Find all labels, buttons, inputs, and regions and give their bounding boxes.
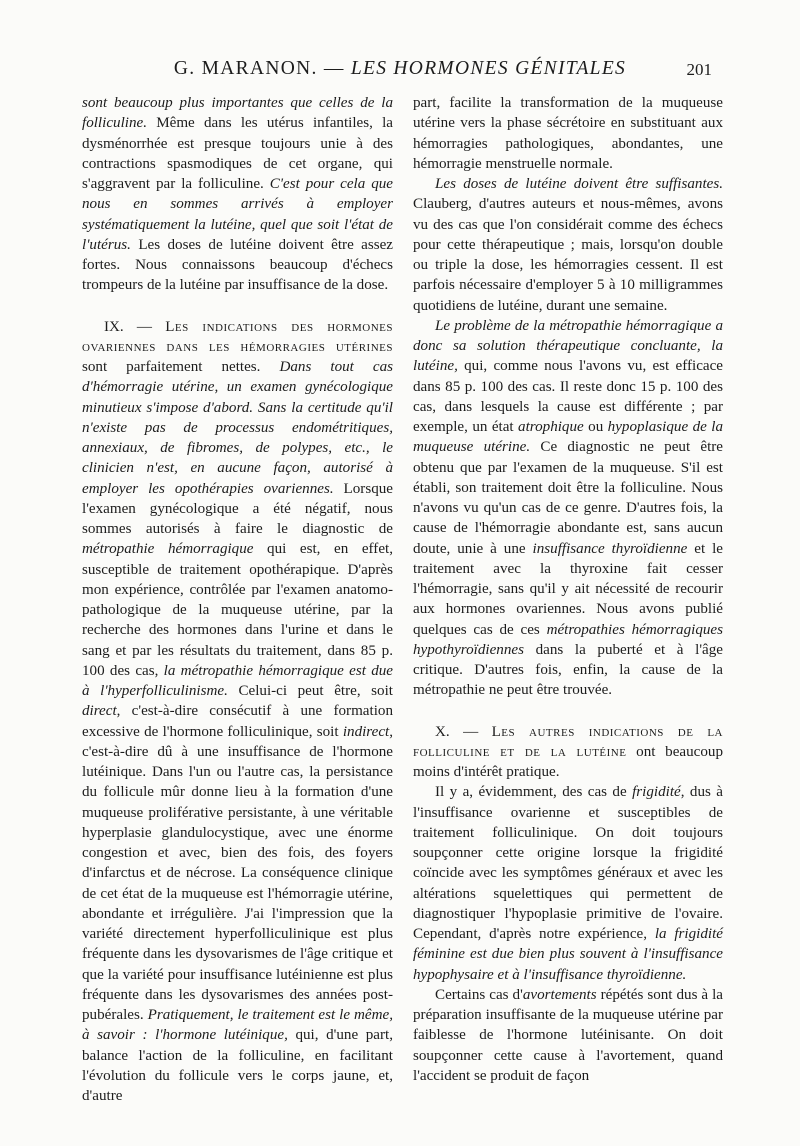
italic-run: Dans tout cas d'hémorragie utérine, un examen gynécologique minutieux s'impose d'abord. Sans la certitude qu'il n'existe pas de processus endométritiques, annexiaux, de fibromes, de polypes, etc., le clinicien n'est, en aucune façon, autorisé à employer les opothérapies ovariennes.	[82, 359, 393, 497]
left-column	[82, 93, 393, 1106]
text-run: IX. —	[104, 318, 166, 335]
header-title: LES HORMONES GÉNITALES	[350, 58, 627, 79]
italic-run: frigidité	[632, 784, 681, 801]
italic-run: la métropathie hémorragique est due à l'hyperfolliculinisme.	[82, 662, 393, 699]
header-author: G. MARANON.	[173, 58, 318, 79]
text-run: part, facilite la transformation de la muqueuse utérine vers la phase sécrétoire en substituant aux hémorragies pathologiques, abondantes, une hémorragie menstruelle normale.	[413, 95, 723, 172]
italic-run: insuffisance thyroïdienne	[532, 540, 688, 557]
text-run: qui est, en effet, susceptible de traitement opothérapique. D'après mon expérience, contrôlée par l'examen anatomo-pathologique de la muqueuse utérine, par la recherche des hormones dans l'urine et dans le sang et par les résultats du traitement, dans 85 p. 100 des cas,	[82, 541, 393, 679]
italic-run: atrophique	[518, 419, 584, 435]
text-run: ont beaucoup moins d'intérêt pratique.	[413, 743, 723, 780]
italic-run: avortements	[522, 986, 597, 1003]
paragraph	[413, 93, 723, 174]
italic-run: direct	[82, 703, 117, 720]
italic-run: hypoplasique de la muqueuse utérine.	[413, 419, 723, 456]
text-run: Ce diagnostic ne peut être obtenu que par l'examen de la muqueuse. S'il est établi, son traitement doit être la folliculine. Nous n'avons vu qu'un cas de ce genre. D'autres fois, la cause de l'hémorragie abondante est, sans aucun doute, unie à une	[413, 439, 723, 557]
text-run: Certains cas d'	[435, 986, 523, 1003]
paragraph	[413, 782, 723, 985]
text-run: Il y a, évidemment, des cas de	[435, 784, 633, 801]
text-run: , dus à l'insuffisance ovarienne et susceptibles de traitement folliculinique. On doit toujours soupçonner cette origine lorsque la frigidité coïncide avec les symptômes généraux et avec les altérations squelettiques qui permettent de diagnostiquer l'hypoplasie primitive de l'ovaire. Cependant, d'après notre expérience,	[413, 784, 723, 942]
paragraph	[413, 174, 723, 316]
page-number: 201	[686, 60, 712, 79]
text-run: , c'est-à-dire consécutif à une formation excessive de l'hormone folliculinique, soit	[82, 703, 393, 740]
italic-run: Le problème de la métropathie hémorragique a donc sa solution thérapeutique concluante, la lutéine,	[413, 317, 723, 375]
italic-run: métropathies hémorragiques hypothyroïdiennes	[413, 621, 723, 658]
italic-run: sont beaucoup plus importantes que celles de la folliculine.	[82, 95, 393, 132]
running-title	[160, 58, 640, 80]
italic-run: métropathie hémorragique	[82, 541, 254, 558]
text-run: répétés sont dus à la préparation insuffisante de la muqueuse utérine par faiblesse de l'hormone lutéinisante. On doit soupçonner cette cause à l'avortement, quand l'accident se produit de façon	[413, 986, 724, 1084]
text-run: Même dans les utérus infantiles, la dysménorrhée est presque toujours unie à des contractions spasmodiques de cet organe, qui s'aggravent par la folliculine.	[82, 115, 393, 192]
text-run: et le traitement avec la thyroxine fait cesser l'hémorragie, sans qu'il y ait nécessité de recourir aux hormones ovariennes. Nous avons publié quelques cas de ces	[413, 540, 723, 638]
small-caps-run: Les indications des hormones ovariennes dans les hémorragies utérines	[82, 318, 393, 355]
paragraph	[413, 985, 723, 1086]
section-gap	[413, 701, 723, 722]
text-run: Lorsque l'examen gynécologique a été négatif, nous sommes autorisés à faire le diagnostic de	[82, 480, 394, 537]
section-x-paragraph	[413, 722, 723, 783]
text-run: dans la puberté et à l'âge critique. D'autres fois, enfin, la cause de la métropathie ne peut être trouvée.	[413, 641, 723, 699]
italic-run: la frigidité féminine est due bien plus souvent à l'insuffisance hypophysaire et à l'insuffisance thyroïdienne.	[413, 926, 723, 983]
text-run: sont parfaitement nettes.	[82, 359, 280, 375]
text-run: Clauberg, d'autres auteurs et nous-mêmes, avons vu des cas que l'on considérait comme des échecs pour cette thérapeutique ; mais, lorsqu'on double ou triple la dose, les hémorragies cessent. Il est parfois nécessaire d'employer 5 à 10 milligrammes quotidiens de lutéine, durant une semaine.	[413, 196, 723, 314]
small-caps-run: Les autres indications de la folliculine et de la lutéine	[413, 723, 723, 760]
text-run: , c'est-à-dire dû à une insuffisance de l'hormone lutéinique. Dans l'un ou l'autre cas, la persistance du follicule mûr donne lieu à la formation d'une muqueuse proliférative persistante, à une véritable hyperplasie glandulocystique, avec une énorme congestion et avec, bien des fois, des foyers d'infarctus et de nécrose. La conséquence clinique de cet état de la muqueuse est l'hémorragie utérine, abondante et irrégulière. J'ai l'impression que la variété directement hyperfolliculinique est plus fréquente dans les dysovarismes de l'âge critique et que la variété pour insuffisance lutéinienne est plus fréquente dans les dysovarismes des années post-pubérales.	[82, 723, 393, 1023]
running-header	[0, 58, 800, 88]
text-run: ou	[583, 419, 608, 435]
italic-run: C'est pour cela que nous en sommes arrivés à employer systématiquement la lutéine, quel que soit l'état de l'utérus.	[82, 176, 393, 253]
italic-run: Pratiquement, le traitement est le même, à savoir : l'hormone lutéinique,	[82, 1007, 393, 1044]
text-run: X. —	[435, 723, 492, 740]
text-run: Celui-ci peut être, soit	[227, 683, 393, 699]
right-column	[413, 93, 723, 1086]
italic-run: indirect	[342, 723, 390, 740]
section-gap	[82, 296, 393, 317]
header-dash: —	[323, 58, 345, 79]
paragraph	[82, 93, 393, 296]
text-run: qui, comme nous l'avons vu, est efficace dans 85 p. 100 des cas. Il reste donc 15 p. 100 des cas, dans lesquels la cause est différente ; par exemple, un état	[413, 358, 723, 435]
italic-run: Les doses de lutéine doivent être suffisantes.	[435, 176, 723, 192]
paragraph	[413, 316, 723, 701]
text-run: Les doses de lutéine doivent être assez fortes. Nous connaissons beaucoup d'échecs trompeurs de la lutéine par insuffisance de la dose.	[82, 236, 393, 294]
text-run: qui, d'une part, balance l'action de la folliculine, en facilitant l'évolution du follicule vers le corps jaune, et, d'autre	[82, 1027, 393, 1104]
section-ix-paragraph	[82, 317, 393, 1107]
